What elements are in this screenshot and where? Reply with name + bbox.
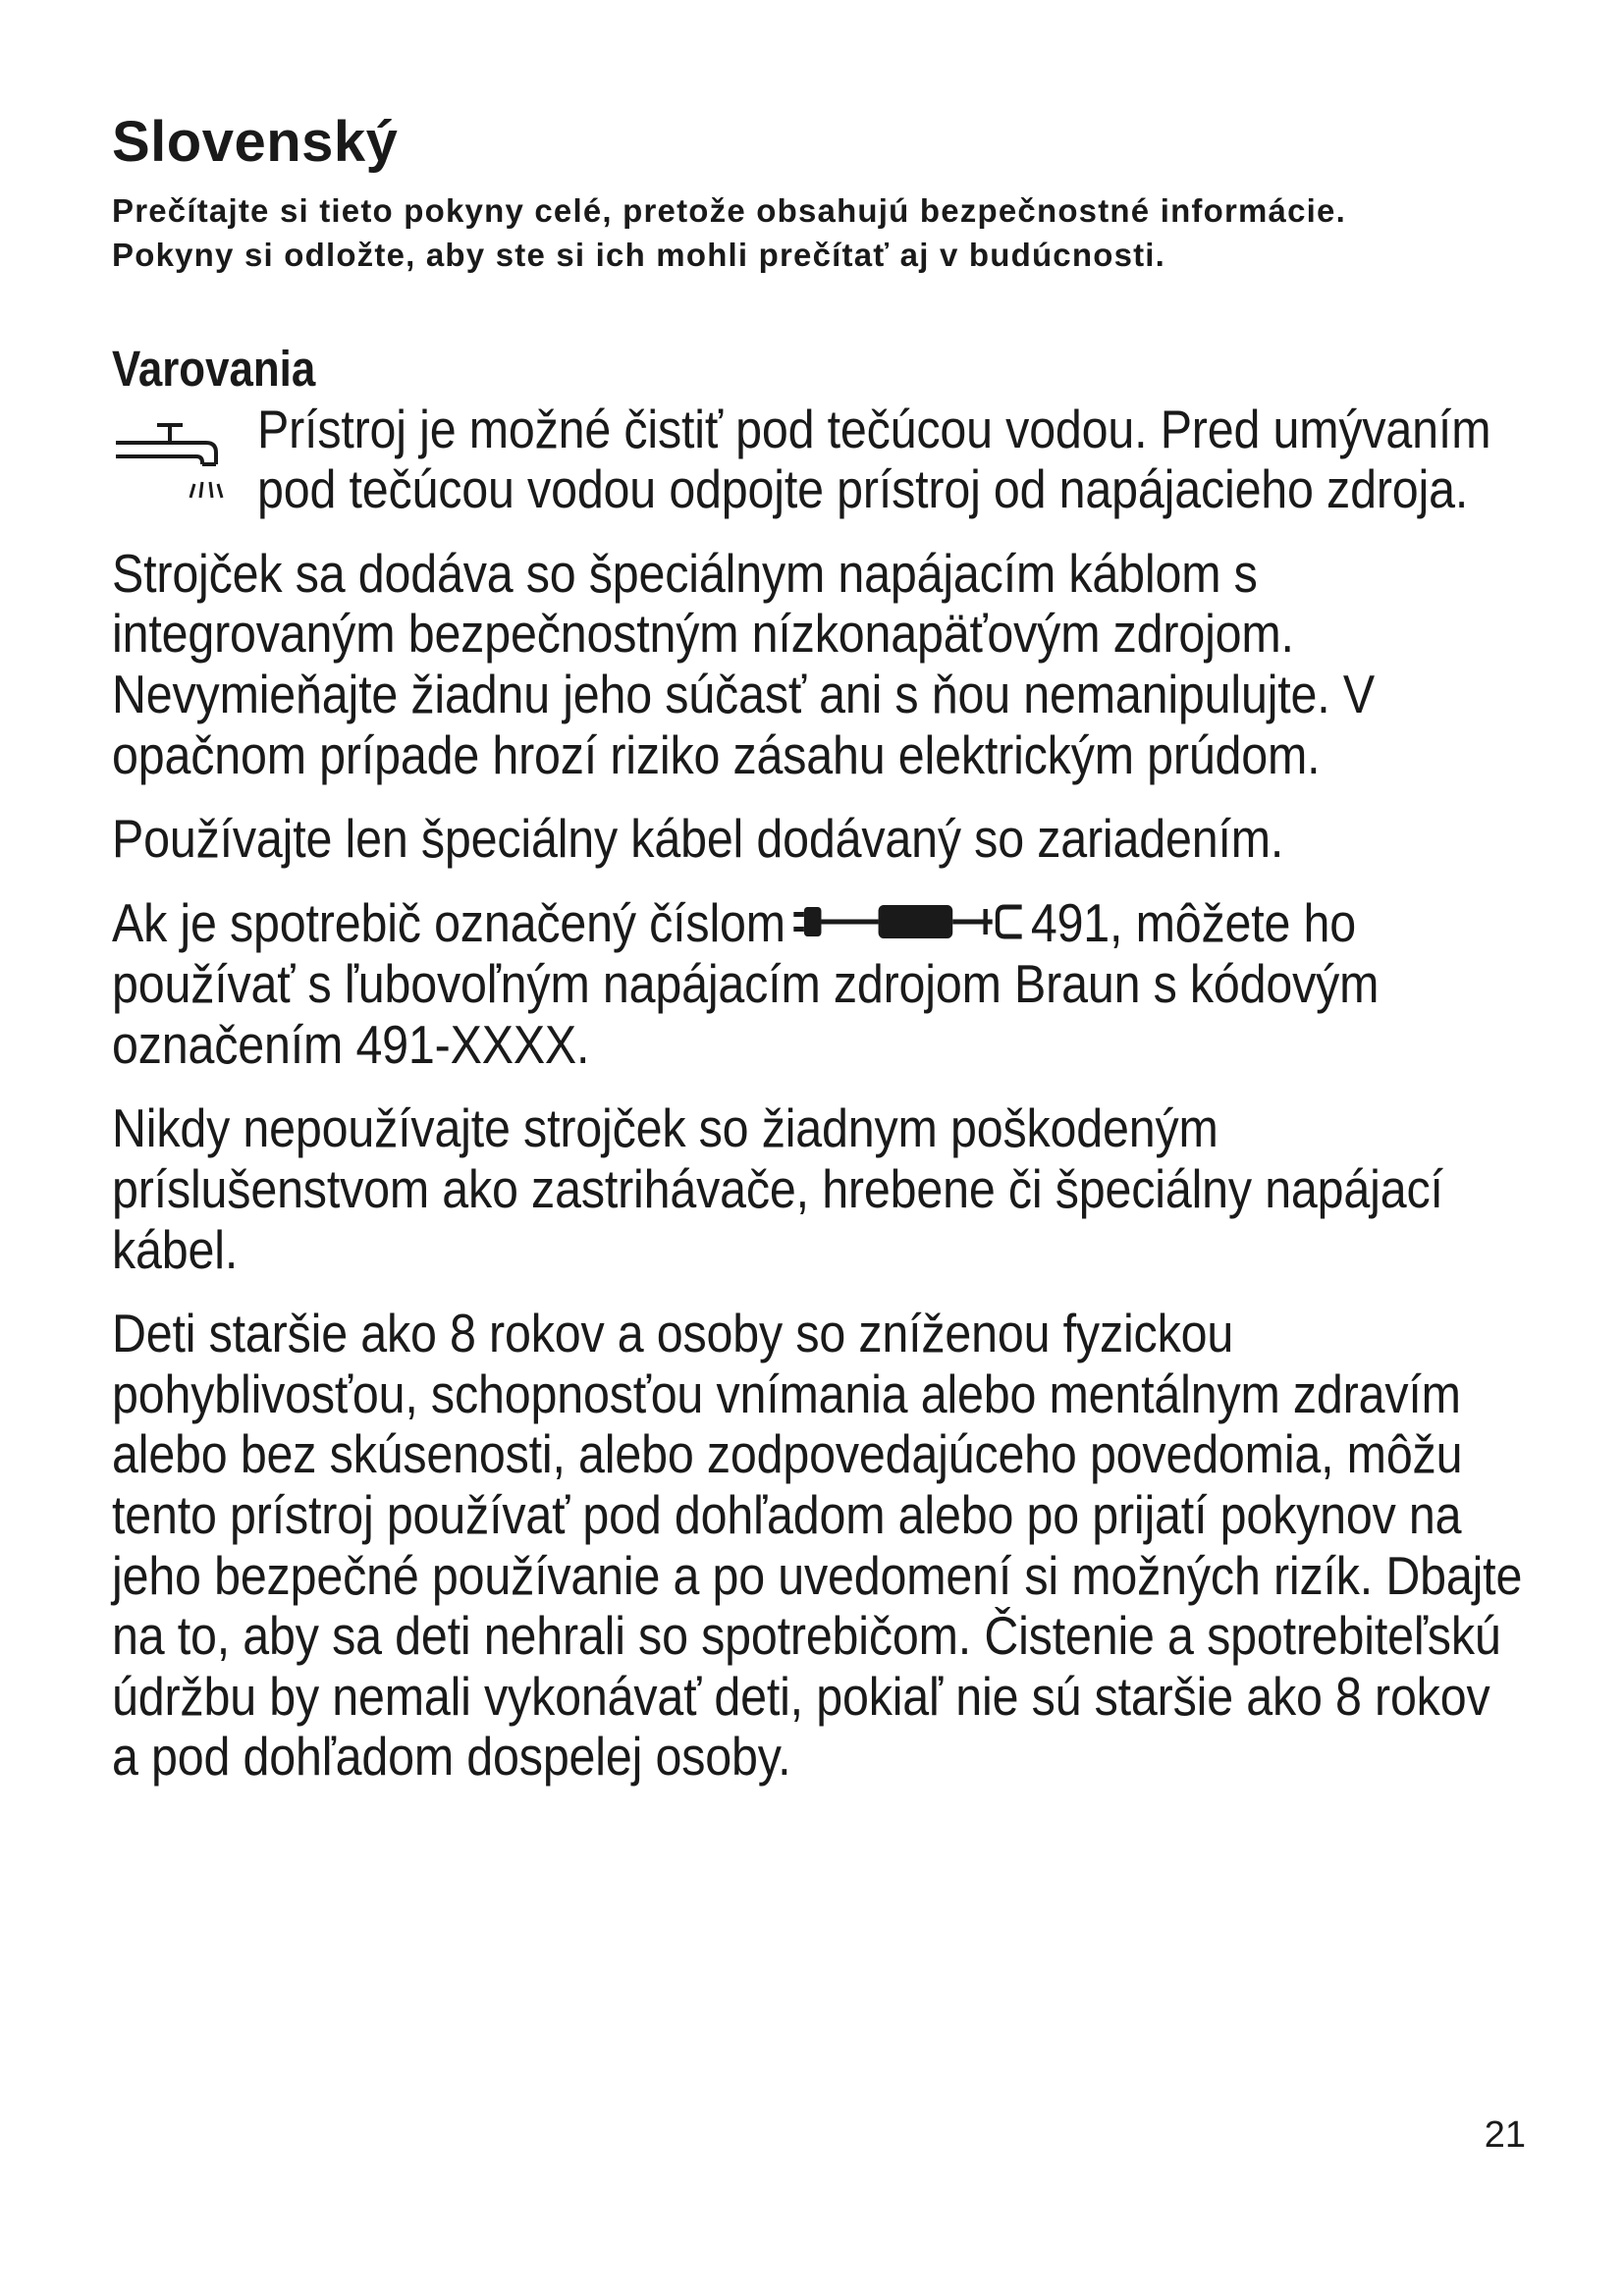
section-title-warnings: Varovania — [112, 341, 316, 398]
power-cord-plug-icon — [792, 899, 1026, 944]
water-warning — [112, 400, 1526, 520]
children-safety-paragraph: Deti staršie ako 8 rokov a osoby so zníženou fyzickou pohyblivosťou, schopnosťou vnímania alebo mentálnym zdravím alebo bez skúsenosti, alebo zodpovedajúceho povedomia, môžu tento prístroj používať pod dohľadom alebo po prijatí pokynov na jeho bezpečné používanie a po uvedomení si možných rizík. Dbajte na to, aby sa deti nehrali so spotrebičom. Čistenie a spotrebiteľskú údržbu by nemali vykonávať deti, pokiaľ nie sú staršie ako 8 rokov a pod dohľadom dospelej osoby. — [112, 1303, 1523, 1788]
water-warning-text: Prístroj je možné čistiť pod tečúcou vodou. Pred umývaním pod tečúcou vodou odpojte prístroj od napájacieho zdroja. — [257, 398, 1491, 520]
manual-page — [112, 110, 1526, 1788]
cable-usage-paragraph: Používajte len špeciálny kábel dodávaný so zariadením. — [112, 808, 1284, 870]
page-number: 21 — [1484, 2114, 1526, 2156]
damaged-accessories-paragraph: Nikdy nepoužívajte strojček so žiadnym poškodeným príslušenstvom ako zastrihávače, hrebene či špeciálny napájací kábel. — [112, 1097, 1443, 1280]
braun-supply-text-end: 491, môžete ho používať s ľubovoľným napájacím zdrojom Braun s kódovým označením 491-XXXX. — [112, 891, 1380, 1075]
page-title: Slovenský — [112, 110, 399, 174]
power-cord-paragraph: Strojček sa dodáva so špeciálnym napájacím káblom s integrovaným bezpečnostným nízkonapäťovým zdrojom. Nevymieňajte žiadnu jeho súčasť ani s ňou nemanipulujte. V opačnom prípade hrozí riziko zásahu elektrickým prúdom. — [112, 542, 1375, 785]
intro-text: Prečítajte si tieto pokyny celé, pretože obsahujú bezpečnostné informácie. Pokyny si odložte, aby ste si ich mohli prečítať aj v budúcnosti. — [112, 191, 1346, 273]
braun-supply-paragraph — [112, 893, 1529, 1076]
faucet-water-icon — [112, 421, 230, 519]
braun-supply-text-start: Ak je spotrebič označený číslom — [112, 891, 785, 953]
